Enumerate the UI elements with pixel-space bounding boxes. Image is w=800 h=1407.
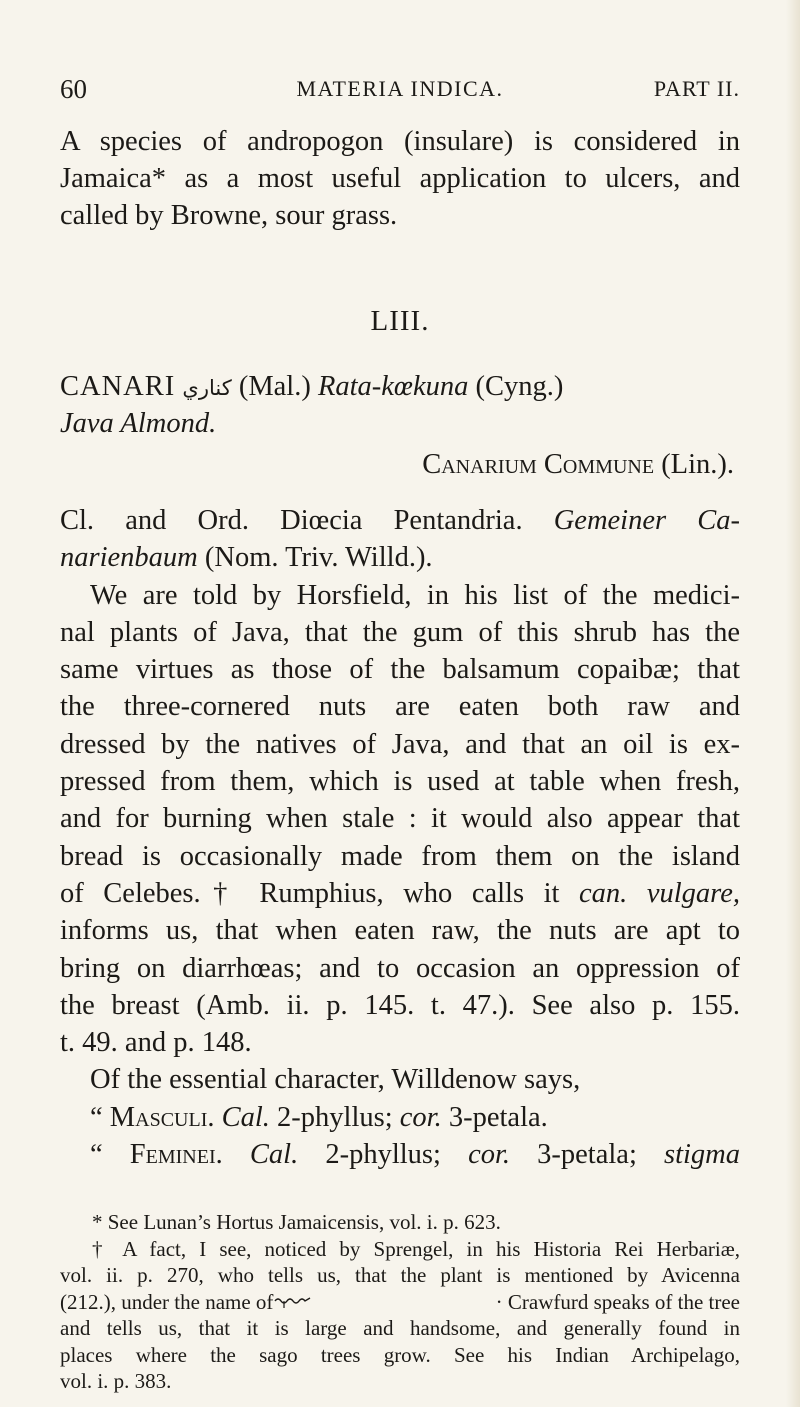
- body-line: [60, 763, 740, 800]
- body-line: [60, 1024, 740, 1061]
- intro-line: Jamaica* as a most useful application to ulcers, and: [60, 163, 740, 194]
- body-text-run: cor.: [468, 1139, 511, 1171]
- footnote-2-line: vol. ii. p. 270, who tells us, that the plant is mentioned by Avicenna: [60, 1263, 740, 1287]
- body-line: [60, 1099, 740, 1136]
- arabic-script-icon: [273, 1289, 313, 1309]
- body-line: [60, 577, 740, 614]
- body-line: [60, 950, 740, 987]
- intro-line: called by Browne, sour grass.: [60, 200, 398, 231]
- body-line: [60, 502, 740, 539]
- running-title: MATERIA INDICA.: [296, 76, 504, 101]
- body-text-run: (Nom. Triv. Willd.).: [197, 542, 433, 574]
- running-header: [60, 74, 740, 114]
- body-text-run: Gemeiner Ca-: [553, 505, 740, 536]
- body-line: [60, 987, 740, 1024]
- intro-line: A species of andropogon (insulare) is considered in: [60, 126, 740, 157]
- body-text-run: cor.: [399, 1101, 442, 1133]
- cyng-tag: (Cyng.): [475, 371, 564, 402]
- footnote-2-line: and tells us, that it is large and handsome, and generally found in: [60, 1316, 740, 1340]
- body-text-run: We are told by Horsfield, in his list of the medici-: [90, 579, 740, 611]
- body-text-run: of Celebes.† Rumphius, who calls it: [60, 877, 580, 909]
- body-text-run: the three-cornered nuts are eaten both raw and: [60, 691, 740, 723]
- body-text-run: t. 49. and p. 148.: [60, 1027, 252, 1059]
- body-text-run: Cal.: [221, 1101, 270, 1133]
- body-text-run: Cl. and Ord. Diœcia Pentandria.: [60, 505, 554, 536]
- part-label: PART II.: [653, 76, 740, 101]
- body-line: [60, 838, 740, 875]
- latin-name-line: [422, 446, 734, 483]
- footnote-2-line: vol. i. p. 383.: [60, 1369, 172, 1393]
- body-text-run: 3-petala.: [441, 1101, 548, 1133]
- malay-tag: (Mal.): [238, 371, 311, 402]
- body-line: [60, 614, 740, 651]
- page-edge-shadow: [786, 0, 800, 1407]
- body-text-run: the breast (Amb. ii. p. 145. t. 47.). See also p. 155.: [60, 989, 740, 1021]
- arabic-name: كناري: [182, 376, 232, 400]
- entry-title-line: [60, 368, 740, 407]
- body-text-run: narienbaum: [60, 542, 198, 574]
- body-text-run: [223, 1139, 250, 1170]
- section-heading: LIII.: [370, 305, 430, 337]
- body-line: [60, 875, 740, 912]
- body-text-run: bring on diarrhœas; and to occasion an oppression of: [60, 952, 740, 984]
- body-text-run: Masculi.: [109, 1101, 215, 1133]
- intro-paragraph: [60, 123, 740, 234]
- entry-name: CANARI: [60, 371, 176, 402]
- entry-body: [60, 502, 740, 1173]
- body-text-run: can. vulgare,: [579, 877, 740, 909]
- body-line: [60, 1061, 740, 1098]
- body-text-run: pressed from them, which is used at table when fresh,: [60, 766, 740, 798]
- body-line: [60, 800, 740, 837]
- footnote-1: * See Lunan’s Hortus Jamaicensis, vol. i. p. 623.: [92, 1210, 501, 1234]
- english-name: Java Almond.: [60, 408, 217, 439]
- body-text-run: 2-phyllus;: [269, 1101, 400, 1133]
- footnotes: [60, 1209, 740, 1395]
- body-text-run: and for burning when stale : it would also appear that: [60, 803, 740, 835]
- body-text-run: informs us, that when eaten raw, the nuts are apt to: [60, 915, 740, 947]
- footnote-2-line: places where the sago trees grow. See his Indian Archipelago,: [60, 1342, 740, 1367]
- body-text-run: “: [90, 1139, 130, 1171]
- latin-name: Canarium Commune: [422, 449, 655, 480]
- body-text-run: bread is occasionally made from them on the island: [60, 840, 740, 872]
- body-line: [60, 688, 740, 725]
- body-text-run: stigma: [664, 1139, 741, 1171]
- page-number: 60: [60, 74, 87, 104]
- body-text-run: Feminei.: [129, 1139, 223, 1171]
- body-line: [60, 912, 740, 949]
- footnote-2-line: † A fact, I see, noticed by Sprengel, in his Historia Rei Herbariæ,: [92, 1236, 740, 1261]
- footnote-2-fragment: · Crawfurd speaks of the tree: [495, 1289, 740, 1314]
- body-text-run: [214, 1102, 221, 1133]
- footnote-2-line: [60, 1289, 740, 1316]
- body-text-run: “: [90, 1101, 110, 1133]
- body-line: [60, 651, 740, 688]
- body-line: [60, 726, 740, 763]
- body-line: [60, 1136, 740, 1173]
- body-text-run: dressed by the natives of Java, and that an oil is ex-: [60, 728, 740, 760]
- body-text-run: 2-phyllus;: [298, 1139, 469, 1171]
- body-text-run: nal plants of Java, that the gum of this shrub has the: [60, 616, 740, 648]
- footnote-2-fragment: (212.), under the name of: [60, 1289, 274, 1314]
- latin-tag: (Lin.).: [661, 449, 734, 480]
- body-text-run: Cal.: [249, 1139, 299, 1171]
- body-text-run: Of the essential character, Willdenow says,: [90, 1064, 581, 1096]
- cyng-name: Rata-kœkuna: [317, 371, 469, 402]
- body-text-run: 3-petala;: [510, 1139, 664, 1171]
- body-line: [60, 539, 740, 576]
- body-text-run: same virtues as those of the balsamum copaibæ; that: [60, 654, 740, 686]
